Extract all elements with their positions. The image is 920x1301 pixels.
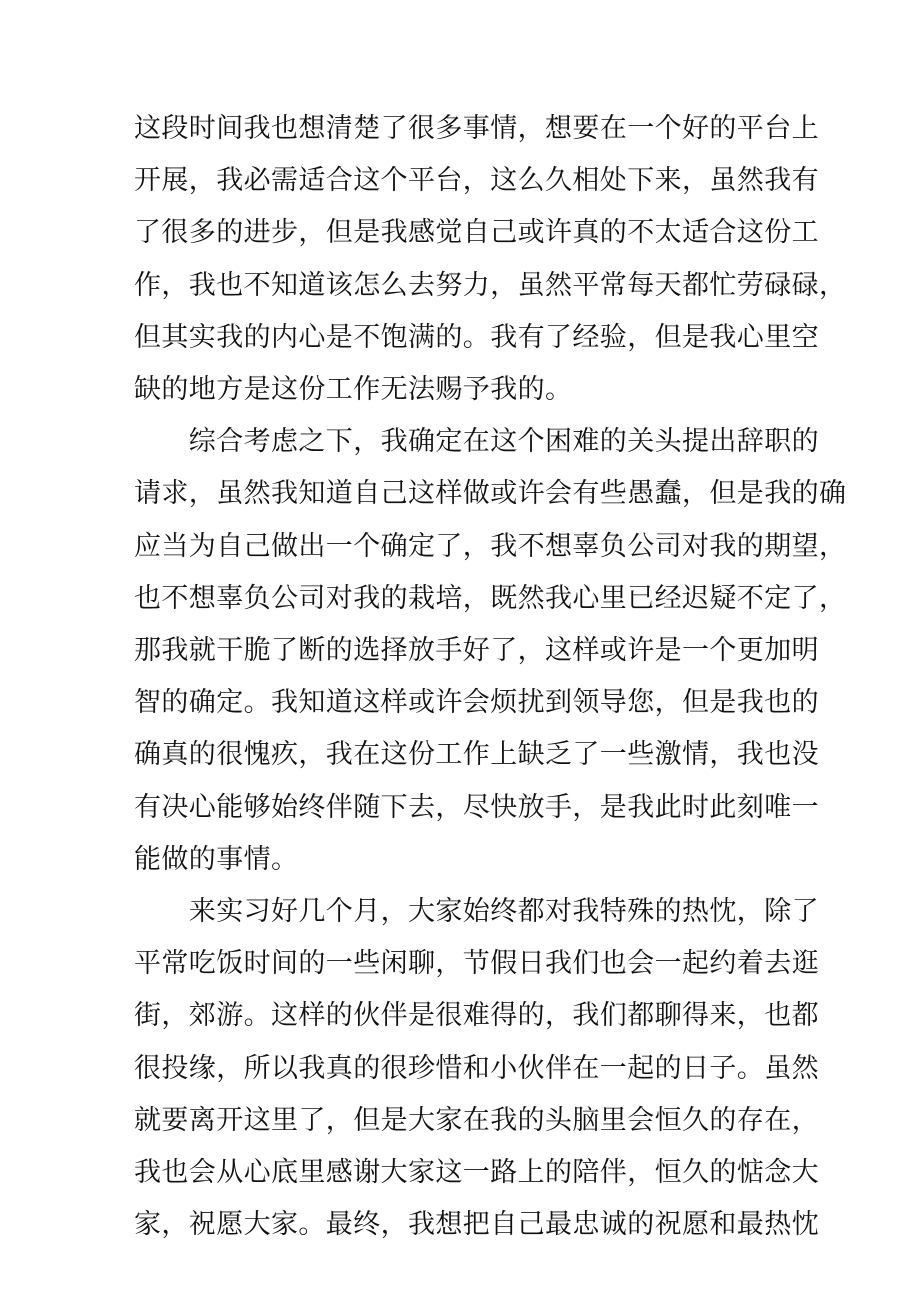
paragraph-2 [134,416,847,886]
text-line: 我也会从心底里感谢大家这一路上的陪伴，恒久的惦念大 [134,1157,819,1189]
text-line: 请求，虽然我知道自己这样做或许会有些愚蠢，但是我的确 [134,478,847,510]
text-line: 就要离开这里了，但是大家在我的头脑里会恒久的存在， [134,1104,819,1136]
text-line: 应当为自己做出一个确定了，我不想辜负公司对我的期望， [134,530,847,562]
text-line: 作，我也不知道该怎么去努力，虽然平常每天都忙劳碌碌， [134,269,847,301]
text-line: 很投缘，所以我真的很珍惜和小伙伴在一起的日子。虽然 [134,1052,819,1084]
text-line: 综合考虑之下，我确定在这个困难的关头提出辞职的 [134,426,819,458]
text-line: 开展，我必需适合这个平台，这么久相处下来，虽然我有 [134,165,819,197]
text-line: 平常吃饭时间的一些闲聊，节假日我们也会一起约着去逛 [134,948,819,980]
text-line: 也不想辜负公司对我的栽培，既然我心里已经迟疑不定了， [134,582,847,614]
text-line: 那我就干脆了断的选择放手好了，这样或许是一个更加明 [134,635,819,667]
paragraph-3 [134,886,819,1251]
text-line: 有决心能够始终伴随下去，尽快放手，是我此时此刻唯一 [134,791,819,823]
text-line: 但其实我的内心是不饱满的。我有了经验，但是我心里空 [134,321,819,353]
text-line: 街，郊游。这样的伙伴是很难得的，我们都聊得来，也都 [134,1000,819,1032]
text-line: 家，祝愿大家。最终，我想把自己最忠诚的祝愿和最热忱 [134,1209,819,1241]
document-body [134,103,847,1251]
text-line: 智的确定。我知道这样或许会烦扰到领导您，但是我也的 [134,687,819,719]
text-line: 确真的很愧疚，我在这份工作上缺乏了一些激情，我也没 [134,739,819,771]
paragraph-1 [134,103,847,416]
text-line: 能做的事情。 [134,843,299,875]
text-line: 了很多的进步，但是我感觉自己或许真的不太适合这份工 [134,217,819,249]
text-line: 缺的地方是这份工作无法赐予我的。 [134,374,573,406]
text-line: 来实习好几个月，大家始终都对我特殊的热忱，除了 [134,896,819,928]
text-line: 这段时间我也想清楚了很多事情，想要在一个好的平台上 [134,113,819,144]
